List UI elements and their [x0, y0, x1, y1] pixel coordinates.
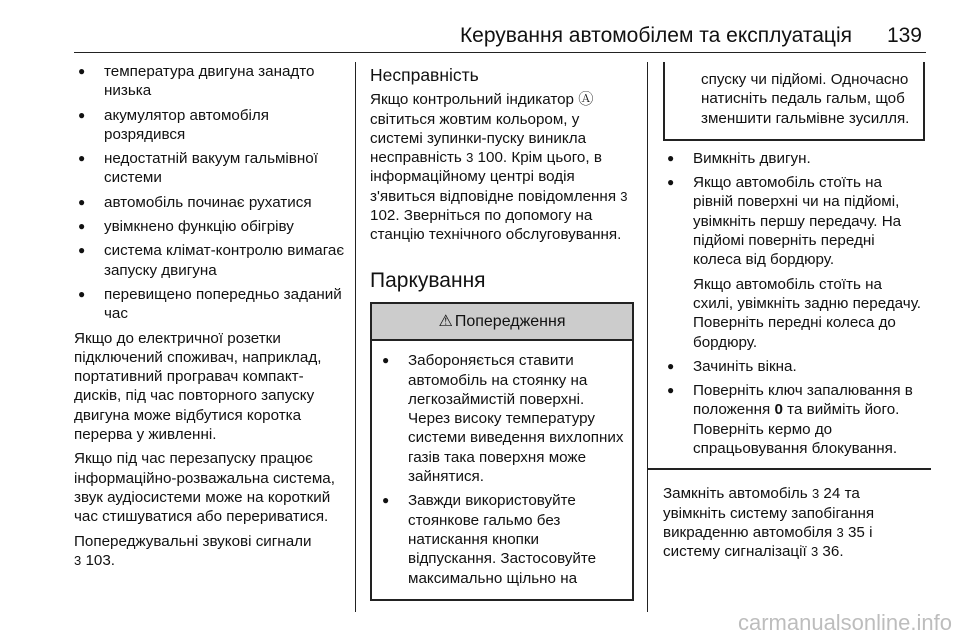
paragraph-lock-vehicle [663, 484, 925, 561]
box-bottom-rule [647, 468, 931, 470]
page-reference-link[interactable]: 100. [477, 149, 508, 167]
subheading-fault: Несправність [370, 65, 479, 85]
paragraph-text: Крім цього, в інформаційному центрі водія з'явиться відповідне повідомлення [370, 149, 617, 205]
list-item: ● акумулятор автомобіля розрядився [74, 106, 348, 145]
paragraph-text: Замкніть автомобіль [663, 485, 808, 503]
list-item: ● Забороняється ставити автомобіль на стоянку на легкозаймистій поверхні. Через високу температуру системи виведення вихлопних газів така поверхня може зайнятися. [378, 351, 624, 486]
conditions-list [74, 62, 348, 324]
paragraph-infotainment: Якщо під час перезапуску працює інформаційно-розважальна система, звук аудіосистеми може на короткий час стишуватися або перериватися. [74, 450, 335, 526]
list-item-extra: Якщо автомобіль стоїть на схилі, увімкніть задню передачу. Поверніть передні колеса до бордюру. [693, 275, 921, 351]
warning-triangle-icon: ⚠ [438, 312, 453, 330]
paragraph-text: Попереджувальні звукові сигнали [74, 532, 312, 550]
paragraph-text: Якщо контрольний індикатор [370, 91, 574, 109]
reference-arrow-icon: 3 [836, 524, 844, 540]
reference-arrow-icon: 3 [466, 150, 474, 166]
list-item: ● температура двигуна занадто низька [74, 62, 348, 101]
page-reference-link[interactable]: 24 [823, 485, 841, 503]
warning-title: Попередження [454, 312, 566, 330]
list-item: ● Вимкніть двигун. [663, 149, 925, 168]
reference-arrow-icon: 3 [811, 486, 820, 502]
warning-body [372, 341, 632, 599]
paragraph-text: та увімкніть систему запобігання викраденню автомобіля [663, 485, 875, 541]
column-1 [74, 62, 348, 575]
header-rule [74, 52, 926, 53]
warning-header [372, 304, 632, 341]
list-item: ● автомобіль починає рухатися [74, 193, 348, 212]
column-2 [370, 62, 634, 601]
list-item: ● перевищено попередньо заданий час [74, 285, 348, 324]
paragraph-fault [370, 90, 634, 244]
ignition-position: 0 [774, 401, 783, 419]
paragraph-warning-chimes [74, 532, 348, 571]
list-item: ● недостатній вакуум гальмівної системи [74, 149, 348, 188]
column-divider-2 [647, 62, 648, 612]
page-reference-link[interactable]: 36. [822, 543, 844, 561]
page-reference-link[interactable]: 102. [370, 207, 400, 225]
list-item: ● Зачиніть вікна. [663, 357, 925, 376]
list-item-text: Якщо автомобіль стоїть на рівній поверхні чи на підйомі, увімкніть першу передачу. На підйомі поверніть передні колеса від бордюру. [693, 174, 902, 269]
paragraph-text: і систему сигналізації [663, 523, 873, 561]
stop-start-indicator-icon: Ⓐ [578, 91, 594, 109]
list-item [663, 381, 925, 458]
column-3 [663, 62, 925, 567]
paragraph-power-interruption: Якщо до електричної розетки підключений споживач, наприклад, портативний програвач компакт-дисків, під час повторного запуску двигуна може відбутися коротка перерва у живленні. [74, 329, 322, 444]
paragraph-text: світиться жовтим кольором, у системі зупинки-пуску виникла несправність [370, 110, 587, 167]
list-item: ● увімкнено функцію обігріву [74, 217, 348, 236]
list-item: ● Завжди використовуйте стоянкове гальмо без натискання кнопки відпускання. Застосовуйте максимально щільно на [378, 491, 624, 587]
warning-continued-text: спуску чи підйомі. Одночасно натисніть педаль гальм, щоб зменшити гальмівне зусилля. [701, 71, 910, 127]
parking-steps-list [663, 149, 925, 458]
page-reference-link[interactable]: 103. [85, 551, 116, 569]
reference-arrow-icon: 3 [620, 188, 628, 204]
paragraph-text: Зверніться по допомогу на станцію технічного обслуговування. [370, 207, 622, 244]
list-item-text: та вийміть його. Поверніть кермо до спрацьовування блокування. [693, 401, 900, 458]
warning-box-continued [663, 62, 925, 141]
column-divider-1 [355, 62, 356, 612]
header-title: Керування автомобілем та експлуатація [459, 24, 852, 47]
page-number: 139 [886, 24, 922, 47]
list-item [663, 173, 925, 352]
page-header [0, 0, 960, 58]
list-item: ● система клімат-контролю вимагає запуску двигуна [74, 241, 348, 280]
reference-arrow-icon: 3 [74, 552, 82, 568]
watermark: carmanualsonline.info [737, 610, 952, 635]
list-item-text: Поверніть ключ запалювання в положення [693, 382, 913, 419]
page-reference-link[interactable]: 35 [847, 523, 865, 541]
section-title-parking: Паркування [370, 268, 486, 292]
reference-arrow-icon: 3 [810, 544, 819, 560]
warning-box [370, 302, 634, 601]
